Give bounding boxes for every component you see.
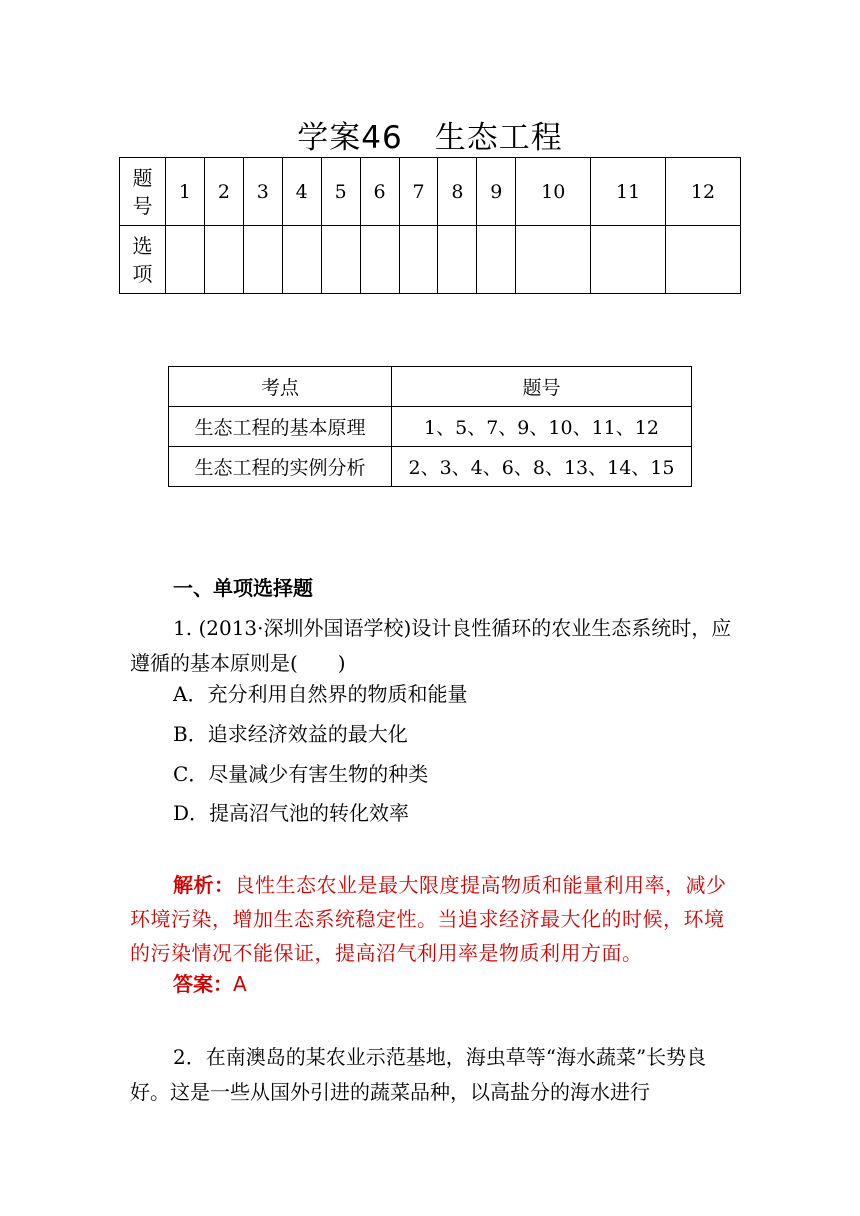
section-heading: 一、单项选择题: [173, 576, 313, 600]
answer-grid: [119, 157, 741, 294]
page-title: 学案46 生态工程: [297, 120, 563, 156]
question-number-cell: 4: [282, 158, 321, 226]
knowledge-point-table: [168, 366, 692, 487]
question-2-stem-text: 2．在南澳岛的某农业示范基地，海虫草等“海水蔬菜”长势良好。这是一些从国外引进的蔬菜品种，以高盐分的海水进行: [130, 1045, 707, 1104]
solution-block: [130, 868, 742, 970]
question-number-cell: 1: [166, 158, 205, 226]
header-char: 题: [132, 165, 153, 190]
kp-topic-cell: 生态工程的实例分析: [169, 447, 392, 487]
solution-text: 良性生态农业是最大限度提高物质和能量利用率，减少环境污染，增加生态系统稳定性。当追求经济最大化的时候，环境的污染情况不能保证，提高沼气利用率是物质利用方面。: [130, 873, 727, 965]
question-number-cell: 2: [204, 158, 243, 226]
header-char: 号: [132, 193, 153, 218]
question-number-cell: 6: [360, 158, 399, 226]
question-1-stem: [130, 611, 742, 681]
question-2-stem: [130, 1040, 742, 1110]
kp-row: [169, 407, 692, 447]
question-number-cell: 8: [438, 158, 477, 226]
answer-line: [173, 968, 247, 997]
answer-blank-cell[interactable]: [666, 226, 741, 294]
header-char: 选: [132, 233, 153, 258]
option-a: A．充分利用自然界的物质和能量: [173, 682, 468, 706]
kp-header-cell: 考点: [169, 367, 392, 407]
question-number-cell: 9: [477, 158, 516, 226]
kp-topic-cell: 生态工程的基本原理: [169, 407, 392, 447]
question-number-cell: 10: [516, 158, 591, 226]
question-number-cell: 3: [243, 158, 282, 226]
question-number-cell: 7: [399, 158, 438, 226]
header-char: 项: [132, 261, 153, 286]
answer-blank-cell[interactable]: [360, 226, 399, 294]
kp-questions-cell: 1、5、7、9、10、11、12: [392, 407, 692, 447]
answer-blank-cell[interactable]: [282, 226, 321, 294]
solution-label: 解析：: [173, 873, 235, 897]
kp-header-row: [169, 367, 692, 407]
choice-header: [120, 226, 166, 294]
answer-blank-cell[interactable]: [591, 226, 666, 294]
answer-blank-cell[interactable]: [438, 226, 477, 294]
answer-grid-number-row: [120, 158, 741, 226]
kp-header-cell: 题号: [392, 367, 692, 407]
answer-value: A: [233, 972, 247, 996]
question-number-cell: 12: [666, 158, 741, 226]
answer-blank-cell[interactable]: [204, 226, 243, 294]
answer-blank-cell[interactable]: [516, 226, 591, 294]
question-number-cell: 5: [321, 158, 360, 226]
question-1-stem-text: 1. (2013·深圳外国语学校)设计良性循环的农业生态系统时，应遵循的基本原则是( ): [130, 616, 732, 675]
question-number-header: [120, 158, 166, 226]
question-number-cell: 11: [591, 158, 666, 226]
answer-blank-cell[interactable]: [477, 226, 516, 294]
kp-questions-cell: 2、3、4、6、8、13、14、15: [392, 447, 692, 487]
answer-label: 答案：: [173, 972, 233, 996]
kp-row: [169, 447, 692, 487]
answer-grid-choice-row: [120, 226, 741, 294]
answer-blank-cell[interactable]: [243, 226, 282, 294]
answer-blank-cell[interactable]: [399, 226, 438, 294]
option-b: B．追求经济效益的最大化: [173, 722, 408, 746]
answer-blank-cell[interactable]: [166, 226, 205, 294]
option-c: C．尽量减少有害生物的种类: [173, 762, 429, 786]
option-d: D．提高沼气池的转化效率: [173, 801, 410, 825]
answer-blank-cell[interactable]: [321, 226, 360, 294]
